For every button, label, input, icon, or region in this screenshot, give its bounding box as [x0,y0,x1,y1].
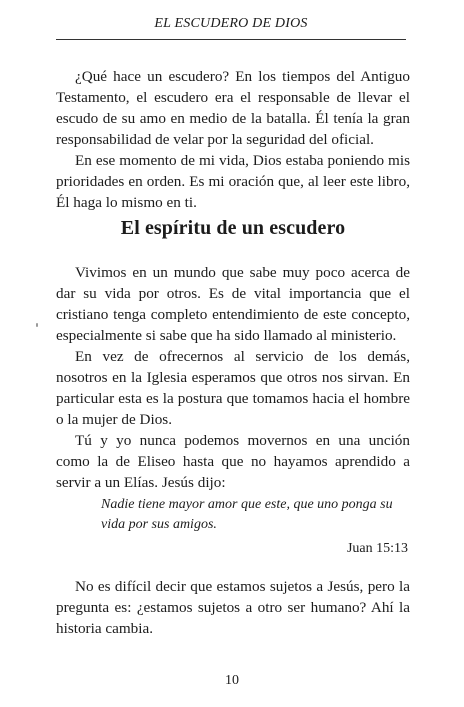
page-number: 10 [225,673,239,688]
section-paragraph-2: En vez de ofrecernos al servicio de los demás, nosotros en la Iglesia esperamos que otros nos sirvan. En particular esta es la postura que tomamos hacia el hombre o la mujer de Dios. [56,348,410,428]
section-body [56,262,410,493]
intro-paragraph-2: En ese momento de mi vida, Dios estaba poniendo mis prioridades en orden. Es mi oración que, al leer este libro, Él haga lo mismo en ti. [56,152,410,211]
intro-paragraph-1: ¿Qué hace un escudero? En los tiempos del Antiguo Testamento, el escudero era el responsable de llevar el escudo de su amo en medio de la batalla. Él tenía la gran responsabilidad de velar por la seguridad del oficial. [56,68,410,148]
section-heading: El espíritu de un escudero [120,217,346,239]
margin-mark [36,323,38,327]
running-header: EL ESCUDERO DE DIOS [154,16,308,31]
closing-paragraph: No es difícil decir que estamos sujetos a Jesús, pero la pregunta es: ¿estamos sujetos a otro ser humano? Ahí la historia cambia. [56,578,410,637]
block-quote: Nadie tiene mayor amor que este, que uno ponga su vida por sus amigos. [101,497,393,532]
closing-text [56,576,410,639]
header-rule [56,39,406,40]
quote-citation: Juan 15:13 [346,541,408,556]
section-paragraph-3: Tú y yo nunca podemos movernos en una unción como la de Eliseo hasta que no hayamos aprendido a servir a un Elías. Jesús dijo: [56,432,410,491]
section-paragraph-1: Vivimos en un mundo que sabe muy poco acerca de dar su vida por otros. Es de vital importancia que el cristiano tenga completo entendimiento de este concepto, especialmente si sabe que ha sido llamado al ministerio. [56,264,410,344]
intro-text [56,66,410,213]
